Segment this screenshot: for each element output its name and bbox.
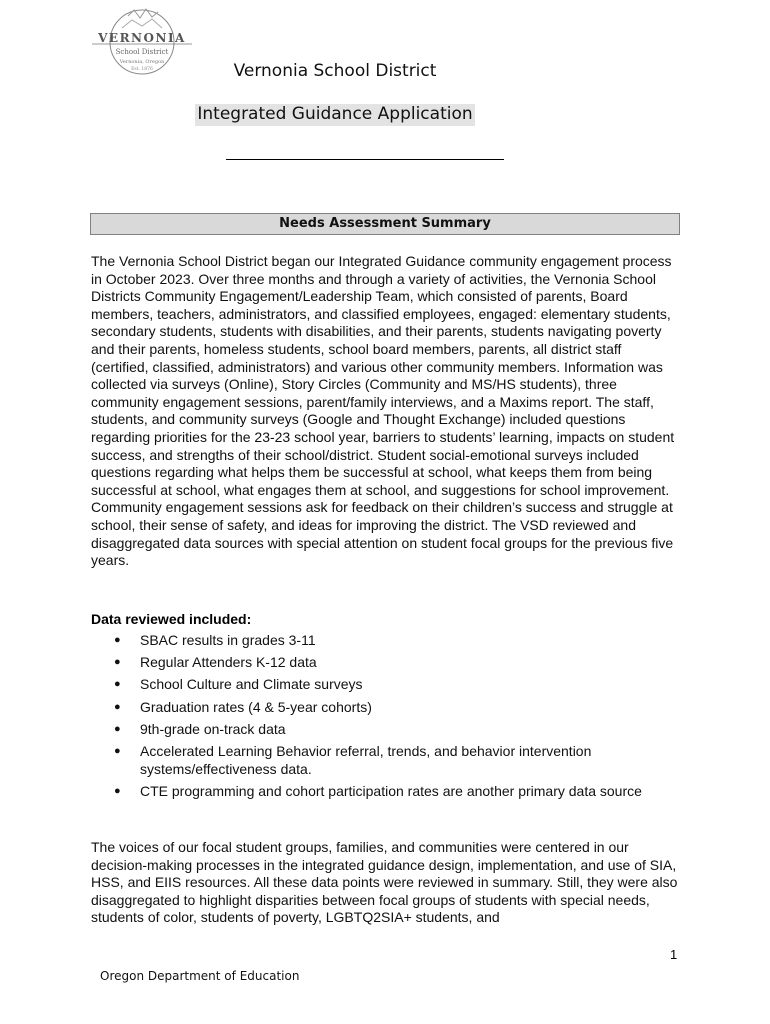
application-title-text: Integrated Guidance Application [197,104,473,124]
list-item: ● School Culture and Climate surveys [114,676,363,693]
bullet-icon: ● [114,744,121,757]
district-title: Vernonia School District [233,61,437,81]
bullet-icon: ● [114,634,121,646]
list-item: ● Regular Attenders K-12 data [114,654,317,671]
list-item: ● SBAC results in grades 3-11 [114,632,316,648]
data-reviewed-list [110,632,670,805]
logo-est: Est. 1876 [131,67,153,72]
list-item: ● Graduation rates (4 & 5-year cohorts) [114,698,372,715]
bullet-icon: ● [114,722,121,735]
signature-line [226,159,504,160]
bullet-icon: ● [114,784,121,797]
bullet-icon: ● [114,700,121,713]
page-number: 1 [670,947,678,962]
list-item: ● 9th-grade on-track data [114,720,286,737]
data-reviewed-heading: Data reviewed included: [91,611,252,627]
logo-tagline: Vernonia, Oregon [119,59,165,65]
application-title [0,104,720,124]
bullet-icon: ● [114,678,121,691]
logo-name: VERNONIA [98,31,186,45]
bullet-icon: ● [114,656,121,669]
list-item: ● CTE programming and cohort participation rates are another primary data source [114,782,642,799]
logo-subtitle: School District [115,48,169,56]
section-heading-needs-assessment: Needs Assessment Summary [90,213,680,235]
footer-text: Oregon Department of Education [100,969,300,983]
intro-paragraph: The Vernonia School District began our Integrated Guidance community engagement process in October 2023. Over three months and through a variety of activities, the Vernonia School Districts Community Engagement/Leadership Team, which consisted of parents, Board members, teachers, administrators, and classified employees, engaged: elementary students, secondary students, students with disabilities, and their parents, students navigating poverty and their parents, homeless students, school board members, parents, all district staff (certified, classified, administrators) and various other community members. Information was collected via surveys (Online), Story Circles (Community and MS/HS students), three community engagement sessions, parent/family interviews, and a Maxims report. The staff, students, and community surveys (Google and Thought Exchange) included questions regarding priorities for the 23-23 school year, barriers to students’ learning, impacts on student success, and strengths of their school/district. Student social-emotional surveys included questions regarding what helps them be successful at school, what keeps them from being successful at school, what engages them at school, and suggestions for school improvement. Community engagement sessions ask for feedback on their children’s success and struggle at school, their sense of safety, and ideas for improving the district. The VSD reviewed and disaggregated data sources with special attention on student focal groups for the previous five years. [91,253,675,569]
list-item: ● Accelerated Learning Behavior referral, trends, and behavior intervention systems/effectiveness data. [114,742,607,777]
voices-paragraph: The voices of our focal student groups, families, and communities were centered in our decision-making processes in the integrated guidance design, implementation, and use of SIA, HSS, and EIIS resources. All these data points were reviewed in summary. Still, they were also disaggregated to highlight disparities between focal groups of students with special needs, students of color, students of poverty, LGBTQ2SIA+ students, and [91,839,678,926]
